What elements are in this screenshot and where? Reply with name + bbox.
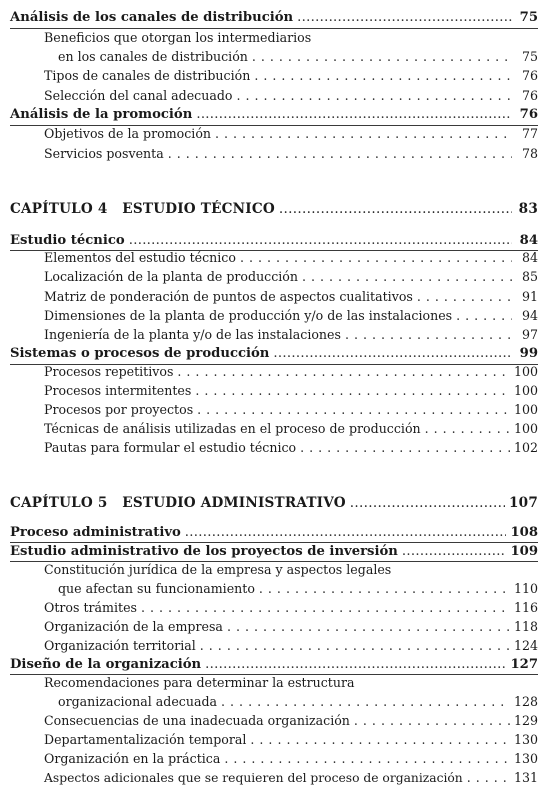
toc-heading-text: Proceso administrativo (10, 525, 181, 540)
leader-dots (417, 288, 512, 306)
toc-page-number: 94 (521, 308, 538, 323)
leader-dots (224, 750, 510, 768)
toc-entry-text: Técnicas de análisis utilizadas en el proceso de producción (44, 421, 421, 436)
toc-page-number: 100 (513, 364, 538, 379)
leader-dots (300, 439, 510, 457)
toc-entry-text: Matriz de ponderación de puntos de aspectos cualitativos (44, 289, 413, 304)
leader-dots (205, 656, 506, 674)
toc-entry[interactable] (44, 420, 538, 438)
toc-entry[interactable] (44, 674, 538, 692)
leader-dots (215, 125, 512, 143)
toc-heading[interactable] (10, 345, 538, 363)
toc-entry-text: Procesos intermitentes (44, 383, 192, 398)
toc-entry-text: Organización en la práctica (44, 751, 221, 766)
toc-entry-text: Objetivos de la promoción (44, 126, 212, 141)
toc-entry[interactable] (58, 693, 538, 711)
toc-entry-text: Constitución jurídica de la empresa y aspectos legales (44, 562, 392, 577)
toc-page-number: 78 (521, 146, 538, 161)
toc-entry-text: Recomendaciones para determinar la estructura (44, 675, 355, 690)
toc-entry[interactable] (44, 561, 538, 579)
toc-entry-text: Consecuencias de una inadecuada organización (44, 713, 350, 728)
toc-entry[interactable] (44, 401, 538, 419)
leader-dots (221, 693, 510, 711)
leader-dots (279, 200, 512, 218)
toc-entry-text: Pautas para formular el estudio técnico (44, 440, 297, 455)
leader-dots (237, 87, 513, 105)
leader-dots (141, 599, 510, 617)
toc-page-number: 128 (513, 694, 538, 709)
toc-page-number: 76 (521, 88, 538, 103)
leader-dots (196, 106, 512, 124)
toc-entry-text: Departamentalización temporal (44, 732, 247, 747)
toc-heading[interactable] (10, 9, 538, 27)
chapter-title-text: CAPÍTULO 4 ESTUDIO TÉCNICO (10, 201, 275, 217)
toc-entry[interactable] (44, 599, 538, 617)
toc-entry-text: Dimensiones de la planta de producción y/o de las instalaciones (44, 308, 453, 323)
toc-entry[interactable] (44, 326, 538, 344)
toc-heading[interactable] (10, 106, 538, 124)
leader-dots (200, 637, 510, 655)
toc-page-number: 107 (509, 495, 538, 511)
toc-heading-text: Estudio administrativo de los proyectos de inversión (10, 544, 398, 559)
leader-dots (302, 268, 512, 286)
leader-dots (467, 769, 510, 787)
toc-entry-text: Tipos de canales de distribución (44, 68, 251, 83)
leader-dots (195, 382, 510, 400)
toc-heading[interactable] (10, 656, 538, 674)
leader-dots (273, 345, 512, 363)
toc-page-number: 76 (519, 107, 538, 122)
chapter-title[interactable] (10, 494, 538, 512)
toc-entry[interactable] (44, 439, 538, 457)
toc-heading-text: Sistemas o procesos de producción (10, 346, 270, 361)
toc-page-number: 100 (513, 383, 538, 398)
chapter-title[interactable] (10, 200, 538, 218)
toc-entry[interactable] (44, 731, 538, 749)
toc-entry-text: organizacional adecuada (58, 694, 218, 709)
toc-page-number: 131 (513, 770, 538, 785)
leader-dots (345, 326, 512, 344)
toc-entry[interactable] (44, 249, 538, 267)
toc-page-number: 127 (510, 657, 538, 672)
toc-page-number: 109 (510, 544, 538, 559)
leader-dots (297, 9, 512, 27)
toc-entry-text: Organización de la empresa (44, 619, 223, 634)
leader-dots (240, 249, 512, 267)
toc-entry[interactable] (44, 67, 538, 85)
toc-entry[interactable] (44, 637, 538, 655)
toc-entry[interactable] (44, 87, 538, 105)
toc-page-number: 108 (510, 525, 538, 540)
leader-dots (129, 232, 512, 250)
toc-page-number: 91 (521, 289, 538, 304)
toc-heading-text: Diseño de la organización (10, 657, 202, 672)
toc-page-number: 124 (513, 638, 538, 653)
leader-dots (185, 524, 507, 542)
toc-page-number: 102 (513, 440, 538, 455)
toc-entry[interactable] (44, 288, 538, 306)
toc-page-number: 77 (521, 126, 538, 141)
toc-entry[interactable] (44, 769, 538, 787)
toc-entry[interactable] (44, 29, 538, 47)
toc-page-number: 100 (513, 402, 538, 417)
toc-heading-text: Análisis de los canales de distribución (10, 10, 294, 25)
toc-entry[interactable] (44, 712, 538, 730)
leader-dots (227, 618, 510, 636)
toc-entry-text: Beneficios que otorgan los intermediarios (44, 30, 312, 45)
toc-page-number: 100 (513, 421, 538, 436)
toc-entry[interactable] (58, 48, 538, 66)
toc-page-number: 84 (519, 233, 538, 248)
leader-dots (259, 580, 510, 598)
toc-entry-text: Ingeniería de la planta y/o de las instalaciones (44, 327, 341, 342)
toc-entry-text: Localización de la planta de producción (44, 269, 299, 284)
toc-entry-text: Organización territorial (44, 638, 196, 653)
toc-entry-text: Otros trámites (44, 600, 137, 615)
toc-entry-text: Procesos por proyectos (44, 402, 194, 417)
toc-page-number: 130 (513, 751, 538, 766)
toc-entry[interactable] (44, 145, 538, 163)
toc-page-number: 130 (513, 732, 538, 747)
toc-entry[interactable] (44, 618, 538, 636)
toc-page-number: 129 (513, 713, 538, 728)
toc-heading-text: Estudio técnico (10, 233, 125, 248)
toc-heading[interactable] (10, 524, 538, 542)
toc-page-number: 110 (513, 581, 538, 596)
toc-page-number: 85 (521, 269, 538, 284)
leader-dots (168, 145, 512, 163)
leader-dots (177, 363, 510, 381)
toc-page-number: 116 (513, 600, 538, 615)
toc-page-number: 97 (521, 327, 538, 342)
toc-entry-text: Elementos del estudio técnico (44, 250, 236, 265)
leader-dots (252, 48, 512, 66)
toc-page-number: 118 (513, 619, 538, 634)
toc-page-number: 75 (519, 10, 538, 25)
toc-entry-text: que afectan su funcionamiento (58, 581, 255, 596)
toc-page-number: 99 (519, 346, 538, 361)
toc-entry-text: Procesos repetitivos (44, 364, 174, 379)
toc-page-number: 83 (518, 201, 538, 217)
toc-heading[interactable] (10, 232, 538, 250)
toc-entry-text: Selección del canal adecuado (44, 88, 233, 103)
toc-entry[interactable] (44, 382, 538, 400)
toc-heading-text: Análisis de la promoción (10, 107, 193, 122)
leader-dots (456, 307, 512, 325)
leader-dots (197, 401, 510, 419)
chapter-title-text: CAPÍTULO 5 ESTUDIO ADMINISTRATIVO (10, 495, 346, 511)
toc-entry[interactable] (44, 125, 538, 143)
toc-entry-text: Servicios posventa (44, 146, 164, 161)
toc-page-number: 84 (521, 250, 538, 265)
toc-entry[interactable] (44, 750, 538, 768)
toc-entry-text: en los canales de distribución (58, 49, 248, 64)
leader-dots (425, 420, 510, 438)
toc-entry[interactable] (44, 307, 538, 325)
toc-entry[interactable] (44, 268, 538, 286)
leader-dots (354, 712, 510, 730)
toc-page-number: 76 (521, 68, 538, 83)
toc-heading[interactable] (10, 543, 538, 561)
leader-dots (254, 67, 512, 85)
leader-dots (250, 731, 510, 749)
toc-page-number: 75 (521, 49, 538, 64)
toc-entry[interactable] (58, 580, 538, 598)
toc-entry[interactable] (44, 363, 538, 381)
leader-dots (350, 494, 505, 512)
toc-entry-text: Aspectos adicionales que se requieren del proceso de organización (44, 771, 463, 785)
leader-dots (402, 543, 507, 561)
